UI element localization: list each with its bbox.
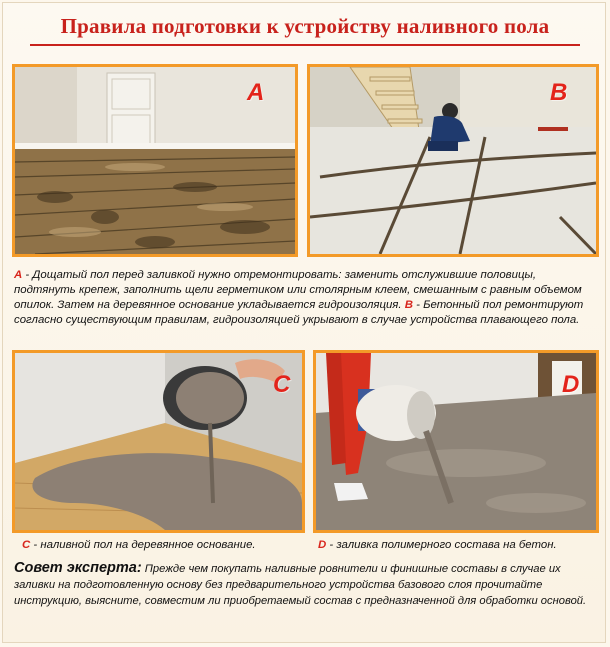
expert-text: Прежде чем покупать наливные ровнители и финишные составы в случае их заливки на подготовленную основу без предварительного устройства базового слоя прочитайте инструкцию, выясните, совместим ли приобретаемый состав с предназначенной для обработки основой. <box>14 563 587 607</box>
caption-top <box>14 268 599 328</box>
caption-d <box>318 538 603 553</box>
caption-text-d: - заливка полимерного состава на бетон. <box>326 539 557 551</box>
caption-tag-d: D <box>318 539 327 551</box>
page-title: Правила подготовки к устройству наливного пола <box>60 14 550 38</box>
caption-text-c: - наливной пол на деревянное основание. <box>30 539 256 551</box>
caption-text-a: - Дощатый пол перед заливкой нужно отремонтировать: заменить отслужившие половицы, подтянуть крепеж, заполнить щели герметиком или столярным клеем, смешанным с равным объемом опилок. Затем на деревянное основание укладывается гидроизоляция. <box>14 269 582 311</box>
caption-tag-a: A <box>14 269 23 281</box>
photo-c-image <box>15 353 302 530</box>
photo-c <box>12 350 305 533</box>
caption-text-b: - Бетонный пол ремонтируют согласно существующим правилам, гидроизоляцией укрывают в случае устройства плавающего пола. <box>14 299 584 326</box>
photo-c-label: C <box>273 371 291 398</box>
expert-advice <box>14 560 599 609</box>
photo-d <box>313 350 599 533</box>
caption-tag-c: C <box>22 539 31 551</box>
expert-heading: Совет эксперта: <box>14 560 142 576</box>
photo-a <box>12 64 298 257</box>
caption-tag-b: B <box>404 299 413 311</box>
photo-d-label: D <box>562 371 580 398</box>
photo-b-label: B <box>550 79 568 106</box>
photo-b <box>307 64 599 257</box>
title-underline <box>30 44 580 46</box>
photo-a-label: A <box>247 79 265 106</box>
caption-c <box>22 538 302 553</box>
photo-d-image <box>316 353 596 530</box>
